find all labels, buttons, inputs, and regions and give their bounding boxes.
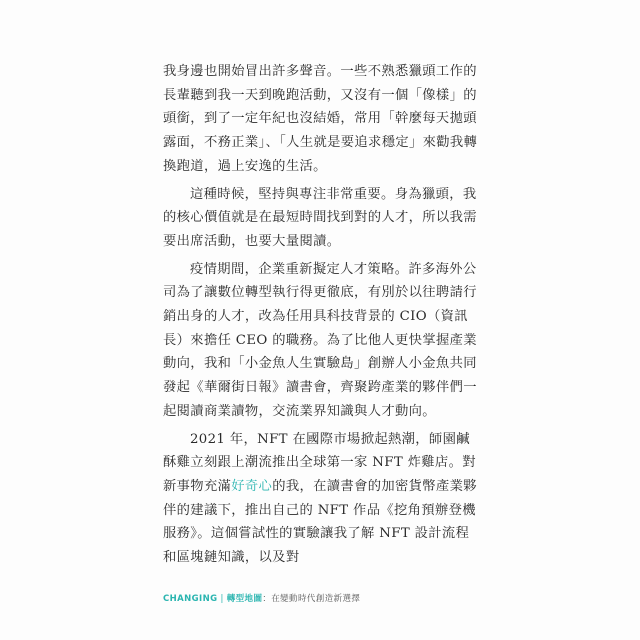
footer-separator: | bbox=[220, 594, 224, 604]
paragraph-4 bbox=[163, 428, 478, 570]
footer-series-title: 轉型地圖 bbox=[226, 594, 263, 604]
page-footer bbox=[163, 592, 360, 604]
paragraph-3 bbox=[163, 258, 478, 424]
paragraph-2-text: 這種時候，堅持與專注非常重要。身為獵頭，我的核心價值就是在最短時間找到對的人才，所以我需要出席活動，也要大量閱讀。 bbox=[163, 186, 477, 249]
paragraph-4-text-after: 的我，在讀書會的加密貨幣產業夥伴的建議下，推出自己的 NFT 作品《挖角預辦登機服務》。這個嘗試性的實驗讓我了解 NFT 設計流程和區塊鏈知識，以及對 bbox=[163, 478, 477, 566]
highlighted-keyword: 好奇心 bbox=[231, 478, 273, 494]
footer-subtitle: ：在變動時代創造新選擇 bbox=[262, 594, 361, 604]
paragraph-1-text: 我身邊也開始冒出許多聲音。一些不熟悉獵頭工作的長輩聽到我一天到晚跑活動，又沒有一個「像樣」的頭銜，到了一定年紀也沒結婚，常用「幹麼每天拋頭露面，不務正業」、「人生就是要追求穩定」來勸我轉換跑道，過上安逸的生活。 bbox=[163, 64, 478, 174]
paragraph-2 bbox=[163, 183, 478, 254]
body-text bbox=[163, 60, 478, 570]
paragraph-4-text-before: 2021 年，NFT 在國際市場掀起熱潮，師園鹹酥雞立刻跟上潮流推出全球第一家 NFT 炸雞店。對新事物充滿 bbox=[163, 431, 476, 494]
footer-brand: CHANGING bbox=[163, 594, 218, 604]
paragraph-1 bbox=[163, 60, 478, 179]
paragraph-3-text: 疫情期間，企業重新擬定人才策略。許多海外公司為了讓數位轉型執行得更徹底，有別於以往聘請行銷出身的人才，改為任用具科技背景的 CIO（資訊長）來擔任 CEO 的職務。為了比他人更快掌握產業動向，我和「小金魚人生實驗島」創辦人小金魚共同發起《華爾街日報》讀書會，齊聚跨產業的夥伴們一起閱讀商業讀物，交流業界知識與人才動向。 bbox=[163, 261, 477, 419]
